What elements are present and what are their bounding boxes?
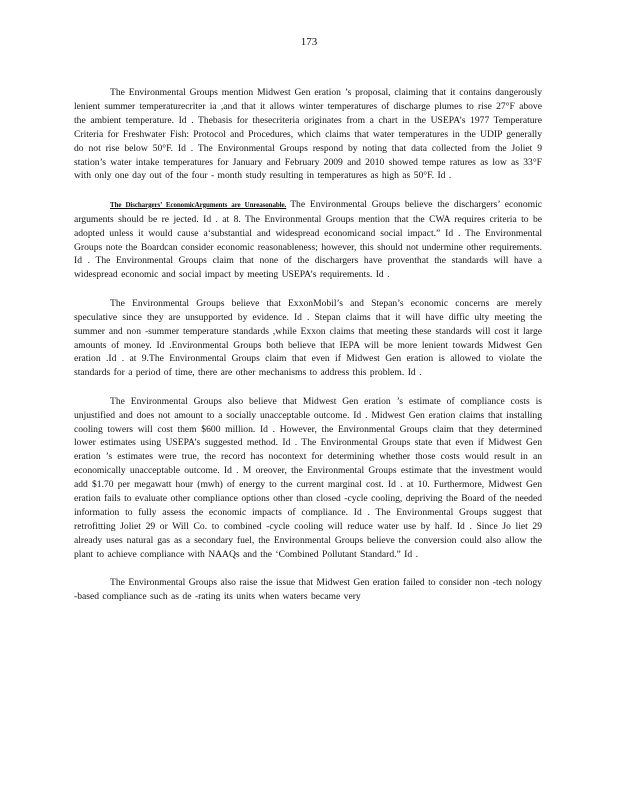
page-number: 173 (300, 36, 318, 48)
paragraph-non-technology-compliance (74, 576, 542, 604)
section-heading: The Dischargers’ EconomicArguments are Unreasonable. (110, 200, 287, 209)
paragraph-temperature-criteria (74, 86, 542, 183)
paragraph-text: The Environmental Groups also raise the issue that Midwest Gen eration failed to consider non -tech nology -based compliance such as de -rating its units when waters became very (74, 577, 542, 602)
paragraph-text: The Environmental Groups believe the dischargers’ economic arguments should be re jected. Id . at 8. The Environmental Groups mention that the CWA requires criteria to be adopted unless it would cause a‘substantial and widespread economicand social impact.” Id . The Environmental Groups note the Boardcan consider economic reasonableness; however, this should not undermine other requirements. Id . The Environmental Groups claim that none of the dischargers have proventhat the standards will have a widespread economic and social impact by meeting USEPA’s requirements. Id . (74, 198, 543, 281)
paragraph-economic-arguments (74, 198, 542, 282)
paragraph-text: The Environmental Groups also believe that Midwest Gen eration ’s estimate of compliance costs is unjustified and does not amount to a socially unacceptable outcome. Id . Midwest Gen eration claims that installing cooling towers will cost them $600 million. Id . However, the Environmental Groups claim that they determined lower estimates using USEPA’s suggested method. Id . The Environmental Groups state that even if Midwest Gen eration ’s estimates were true, the record has nocontext for determining whether those costs would result in an economically unacceptable outcome. Id . M oreover, the Environmental Groups estimate that the investment would add $1.70 per megawatt hour (mwh) of energy to the current marginal cost. Id . at 10. Furthermore, Midwest Gen eration fails to evaluate other compliance options other than closed -cycle cooling, depriving the Board of the needed information to fully assess the economic impacts of compliance. Id . The Environmental Groups suggest that retrofitting Joliet 29 or Will Co. to combined -cycle cooling will reduce water use by half. Id . Since Jo liet 29 already uses natural gas as a secondary fuel, the Environmental Groups believe the conversion could also allow the plant to achieve compliance with NAAQs and the ‘Combined Pollutant Standard.” Id . (74, 395, 542, 560)
document-body (74, 86, 542, 604)
paragraph-speculative-concerns (74, 297, 542, 380)
paragraph-compliance-costs (74, 395, 542, 562)
paragraph-text: The Environmental Groups believe that ExxonMobil’s and Stepan’s economic concerns are merely speculative since they are unsupported by evidence. Id . Stepan claims that it will have diffic ulty meeting the summer and non -summer temperature standards ,while Exxon claims that meeting these standards will cost it large amounts of money. Id .Environmental Groups both believe that IEPA will be more lenient towards Midwest Gen eration .Id . at 9.The Environmental Groups claim that even if Midwest Gen eration is allowed to violate the standards for a period of time, there are other mechanisms to address this problem. Id . (74, 297, 542, 379)
paragraph-text: The Environmental Groups mention Midwest Gen eration ’s proposal, claiming that it contains dangerously lenient summer temperaturecriter ia ,and that it allows winter temperatures of discharge plumes to rise 27°F above the ambient temperature. Id . Thebasis for thesecriteria originates from a chart in the USEPA’s 1977 Temperature Criteria for Freshwater Fish: Protocol and Procedures, which claims that water temperatures in the UDIP generally do not rise below 50°F. Id . The Environmental Groups respond by noting that data collected from the Joliet 9 station’s water intake temperatures for January and February 2009 and 2010 showed tempe ratures as low as 33°F with only one day out of the four - month study resulting in temperatures as high as 50°F. Id . (74, 87, 542, 182)
